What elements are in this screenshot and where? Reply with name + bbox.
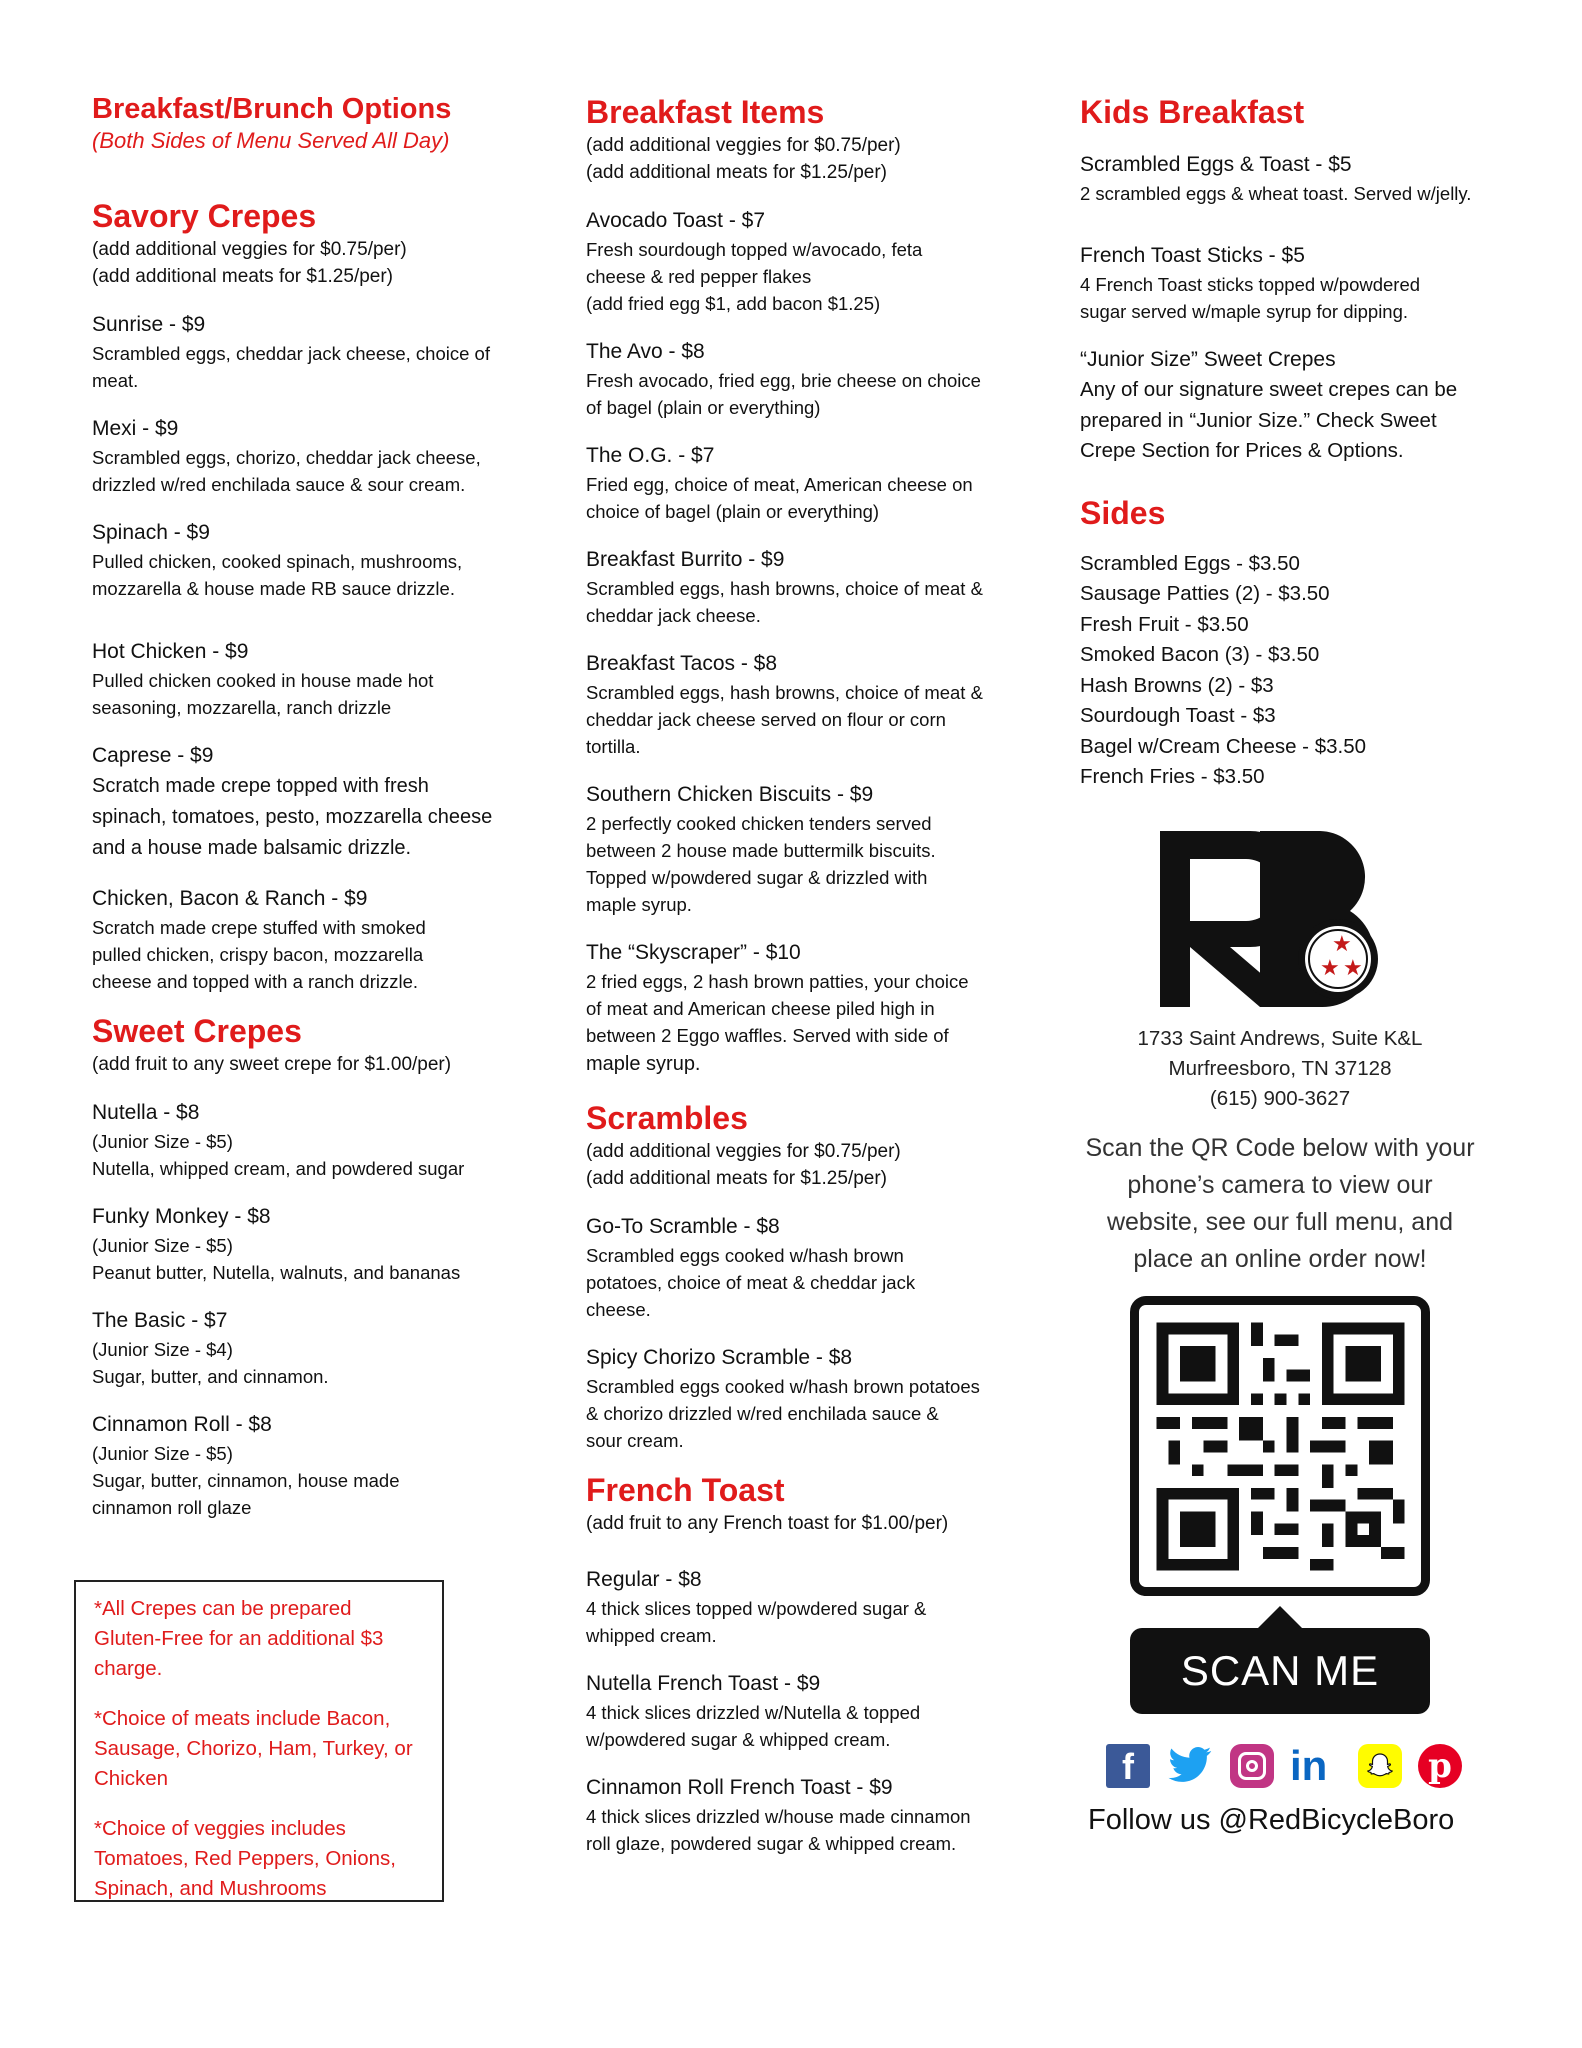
item-desc: Scrambled eggs, hash browns, choice of meat & — [586, 578, 983, 599]
phone-number: (615) 900-3627 — [1209, 1086, 1351, 1110]
follow-handle[interactable]: Follow us @RedBicycleBoro — [1088, 1803, 1455, 1836]
item-name: Southern Chicken Biscuits - $9 — [586, 783, 874, 806]
item-name: Breakfast Burrito - $9 — [586, 548, 785, 571]
menu-item — [92, 1202, 512, 1286]
item-desc: Scratch made crepe stuffed with smoked — [92, 917, 426, 938]
menu-item — [1080, 241, 1500, 325]
breakfast-items-section — [586, 92, 1006, 1080]
item-desc: Topped w/powdered sugar & drizzled with — [586, 867, 928, 888]
french-toast-section — [586, 1470, 1006, 1857]
side-item: French Fries - $3.50 — [1080, 765, 1265, 788]
section-note: (add additional veggies for $0.75/per) — [586, 1141, 901, 1162]
item-desc: cheese. — [586, 1299, 651, 1320]
item-desc: cheese & red pepper flakes — [586, 266, 812, 287]
twitter-icon[interactable] — [1166, 1744, 1214, 1788]
scrambles-section — [586, 1098, 1006, 1454]
menu-item — [586, 780, 1006, 918]
section-title: Savory Crepes — [92, 198, 317, 234]
item-desc: sugar served w/maple syrup for dipping. — [1080, 301, 1409, 322]
section-note: (add fruit to any sweet crepe for $1.00/per) — [92, 1054, 452, 1075]
item-name: Scrambled Eggs & Toast - $5 — [1080, 153, 1352, 176]
item-desc: 2 scrambled eggs & wheat toast. Served w/jelly. — [1080, 183, 1472, 204]
follow-us — [1088, 1802, 1508, 1838]
veggies-note: *Choice of veggies includes Tomatoes, Red Peppers, Onions, Spinach, and Mushrooms — [94, 1817, 396, 1900]
svg-text:★: ★ — [1320, 955, 1340, 981]
menu-item — [92, 637, 512, 721]
side-item: Fresh Fruit - $3.50 — [1080, 612, 1249, 636]
item-junior-price: (Junior Size - $5) — [92, 1443, 233, 1464]
svg-text:★: ★ — [1332, 931, 1352, 957]
address-line: 1733 Saint Andrews, Suite K&L — [1137, 1026, 1423, 1050]
item-name: Regular - $8 — [586, 1568, 702, 1591]
item-junior-price: (Junior Size - $5) — [92, 1131, 233, 1152]
item-desc: between 2 house made buttermilk biscuits. — [586, 840, 936, 861]
item-desc: sour cream. — [586, 1430, 684, 1451]
pinterest-icon[interactable]: p — [1418, 1744, 1462, 1788]
section-note: (add additional meats for $1.25/per) — [586, 162, 888, 183]
menu-item — [1080, 345, 1500, 467]
item-desc: 4 thick slices drizzled w/Nutella & topped — [586, 1702, 921, 1723]
item-desc: choice of bagel (plain or everything) — [586, 501, 880, 522]
item-desc: (add fried egg $1, add bacon $1.25) — [586, 293, 881, 314]
item-desc: Fried egg, choice of meat, American cheese on — [586, 474, 973, 495]
item-desc: drizzled w/red enchilada sauce & sour cream. — [92, 474, 466, 495]
meats-note: *Choice of meats include Bacon, Sausage, Chorizo, Ham, Turkey, or Chicken — [94, 1707, 413, 1790]
menu-item — [586, 938, 1006, 1080]
item-name: French Toast Sticks - $5 — [1080, 244, 1305, 267]
item-desc: 2 perfectly cooked chicken tenders served — [586, 813, 932, 834]
item-desc: Scrambled eggs, hash browns, choice of meat & — [586, 682, 983, 703]
item-name: Funky Monkey - $8 — [92, 1205, 271, 1228]
item-desc: spinach, tomatoes, pesto, mozzarella cheese — [92, 806, 493, 828]
item-name: Breakfast Tacos - $8 — [586, 652, 778, 675]
menu-item — [586, 1212, 1006, 1323]
menu-item — [586, 441, 1006, 525]
page-subtitle: (Both Sides of Menu Served All Day) — [92, 128, 450, 153]
menu-item — [92, 414, 512, 498]
section-note: (add additional meats for $1.25/per) — [586, 1168, 888, 1189]
item-name: Hot Chicken - $9 — [92, 640, 249, 663]
item-desc: Scratch made crepe topped with fresh — [92, 775, 429, 797]
side-item: Scrambled Eggs - $3.50 — [1080, 551, 1300, 575]
item-desc: cheddar jack cheese. — [586, 605, 761, 626]
item-desc: cheese and topped with a ranch drizzle. — [92, 971, 419, 992]
item-desc: Pulled chicken cooked in house made hot — [92, 670, 434, 691]
menu-item — [92, 884, 512, 995]
section-title: Scrambles — [586, 1100, 748, 1136]
item-desc: cinnamon roll glaze — [92, 1497, 252, 1518]
kids-breakfast-section — [1080, 92, 1500, 467]
side-item: Smoked Bacon (3) - $3.50 — [1080, 643, 1320, 666]
item-desc: between 2 Eggo waffles. Served with side of — [586, 1025, 949, 1046]
scan-instructions: Scan the QR Code below with your phone’s camera to view our website, see our full menu, and place an online order now! — [1085, 1133, 1475, 1273]
item-name: Spicy Chorizo Scramble - $8 — [586, 1346, 853, 1369]
qr-code[interactable] — [1130, 1296, 1430, 1596]
menu-item — [586, 337, 1006, 421]
item-name: Spinach - $9 — [92, 521, 210, 544]
qr-code-icon — [1139, 1305, 1421, 1587]
social-icons — [1106, 1741, 1500, 1789]
facebook-icon[interactable]: f — [1106, 1744, 1150, 1788]
menu-item — [586, 1343, 1006, 1454]
item-name: Sunrise - $9 — [92, 313, 206, 336]
item-name: The Avo - $8 — [586, 340, 705, 363]
item-desc: of meat and American cheese piled high in — [586, 998, 935, 1019]
section-title: French Toast — [586, 1472, 785, 1508]
item-desc: Scrambled eggs, cheddar jack cheese, choice of — [92, 343, 490, 364]
side-item: Bagel w/Cream Cheese - $3.50 — [1080, 734, 1367, 758]
item-desc: and a house made balsamic drizzle. — [92, 837, 412, 859]
scan-me-button[interactable] — [1130, 1606, 1430, 1714]
snapchat-icon[interactable] — [1358, 1744, 1402, 1788]
item-desc: Sugar, butter, cinnamon, house made — [92, 1470, 400, 1491]
item-name: Mexi - $9 — [92, 417, 179, 440]
item-desc: Fresh avocado, fried egg, brie cheese on choice — [586, 370, 981, 391]
menu-item — [586, 1773, 1006, 1857]
item-name: The “Skyscraper” - $10 — [586, 941, 801, 964]
section-title: Breakfast Items — [586, 94, 825, 130]
menu-item — [586, 206, 1006, 317]
item-name: Nutella - $8 — [92, 1101, 200, 1124]
item-desc: 4 thick slices topped w/powdered sugar & — [586, 1598, 927, 1619]
item-desc: Scrambled eggs cooked w/hash brown — [586, 1245, 904, 1266]
linkedin-icon[interactable]: in — [1290, 1741, 1328, 1789]
item-desc: Pulled chicken, cooked spinach, mushrooms, — [92, 551, 463, 572]
item-desc: Scrambled eggs, chorizo, cheddar jack cheese, — [92, 447, 481, 468]
item-desc: potatoes, choice of meat & cheddar jack — [586, 1272, 916, 1293]
item-name: Chicken, Bacon & Ranch - $9 — [92, 887, 368, 910]
side-item: Sausage Patties (2) - $3.50 — [1080, 582, 1330, 605]
item-name: Nutella French Toast - $9 — [586, 1672, 821, 1695]
side-item: Hash Browns (2) - $3 — [1080, 673, 1274, 697]
item-desc: tortilla. — [586, 736, 641, 757]
item-desc: Fresh sourdough topped w/avocado, feta — [586, 239, 923, 260]
item-desc: 4 French Toast sticks topped w/powdered — [1080, 274, 1421, 295]
middle-column — [586, 92, 1006, 1857]
section-note: (add additional veggies for $0.75/per) — [586, 135, 901, 156]
item-junior-price: (Junior Size - $5) — [92, 1235, 233, 1256]
item-junior-price: (Junior Size - $4) — [92, 1339, 233, 1360]
item-desc: Nutella, whipped cream, and powdered sugar — [92, 1158, 465, 1179]
item-name: Cinnamon Roll - $8 — [92, 1413, 272, 1436]
section-note: (add additional meats for $1.25/per) — [92, 266, 394, 287]
notes-box — [74, 1580, 444, 1902]
item-name: Cinnamon Roll French Toast - $9 — [586, 1776, 893, 1799]
item-name: “Junior Size” Sweet Crepes — [1080, 348, 1336, 371]
contact-info — [1070, 1024, 1490, 1114]
section-title: Sides — [1080, 494, 1166, 531]
menu-item — [1080, 150, 1500, 207]
section-title: Kids Breakfast — [1080, 94, 1305, 130]
menu-item — [92, 1410, 512, 1521]
instagram-icon[interactable] — [1230, 1744, 1274, 1788]
section-title: Sweet Crepes — [92, 1013, 302, 1049]
item-desc: meat. — [92, 370, 139, 391]
item-name: Caprese - $9 — [92, 744, 214, 767]
item-desc: maple syrup. — [586, 894, 692, 915]
side-item: Sourdough Toast - $3 — [1080, 704, 1276, 727]
item-desc: roll glaze, powdered sugar & whipped cream. — [586, 1833, 957, 1854]
item-desc: Scrambled eggs cooked w/hash brown potatoes — [586, 1376, 980, 1397]
item-desc: w/powdered sugar & whipped cream. — [586, 1729, 891, 1750]
item-name: The O.G. - $7 — [586, 444, 715, 467]
gluten-free-note: *All Crepes can be prepared Gluten-Free for an additional $3 charge. — [94, 1597, 384, 1680]
item-desc: 4 thick slices drizzled w/house made cinnamon — [586, 1806, 971, 1827]
item-desc: pulled chicken, crispy bacon, mozzarella — [92, 944, 424, 965]
item-desc: prepared in “Junior Size.” Check Sweet — [1080, 408, 1437, 432]
menu-item — [92, 1306, 512, 1390]
item-desc: Any of our signature sweet crepes can be — [1080, 378, 1458, 401]
rb-logo — [1150, 821, 1500, 1016]
section-note: (add additional veggies for $0.75/per) — [92, 239, 407, 260]
savory-crepes-section — [92, 196, 512, 995]
item-desc: Peanut butter, Nutella, walnuts, and bananas — [92, 1262, 461, 1283]
menu-item — [92, 741, 512, 864]
item-desc: & chorizo drizzled w/red enchilada sauce & — [586, 1403, 939, 1424]
item-desc: whipped cream. — [586, 1625, 717, 1646]
item-name: Go-To Scramble - $8 — [586, 1215, 780, 1238]
item-desc: mozzarella & house made RB sauce drizzle. — [92, 578, 455, 599]
item-desc: Sugar, butter, and cinnamon. — [92, 1366, 329, 1387]
address-line: Murfreesboro, TN 37128 — [1168, 1056, 1392, 1080]
menu-item — [586, 1669, 1006, 1753]
right-column — [1080, 92, 1500, 1838]
menu-item — [586, 1565, 1006, 1649]
sweet-crepes-section — [92, 1011, 512, 1521]
item-desc: Crepe Section for Prices & Options. — [1080, 439, 1404, 462]
item-desc: cheddar jack cheese served on flour or corn — [586, 709, 946, 730]
item-desc: seasoning, mozzarella, ranch drizzle — [92, 697, 392, 718]
svg-text:★: ★ — [1343, 955, 1363, 981]
menu-item — [586, 649, 1006, 760]
sides-section — [1080, 493, 1500, 793]
item-name: The Basic - $7 — [92, 1309, 228, 1332]
item-desc: of bagel (plain or everything) — [586, 397, 821, 418]
item-name: Avocado Toast - $7 — [586, 209, 766, 232]
item-desc: maple syrup. — [586, 1053, 701, 1075]
menu-item — [586, 545, 1006, 629]
menu-item — [92, 1098, 512, 1182]
section-note: (add fruit to any French toast for $1.00/per) — [586, 1513, 949, 1534]
menu-item — [92, 310, 512, 394]
page-title: Breakfast/Brunch Options — [92, 93, 452, 125]
left-column — [92, 92, 512, 1521]
item-desc: 2 fried eggs, 2 hash brown patties, your choice — [586, 971, 969, 992]
scan-me-label: SCAN ME — [1130, 1628, 1430, 1714]
menu-item — [92, 518, 512, 602]
